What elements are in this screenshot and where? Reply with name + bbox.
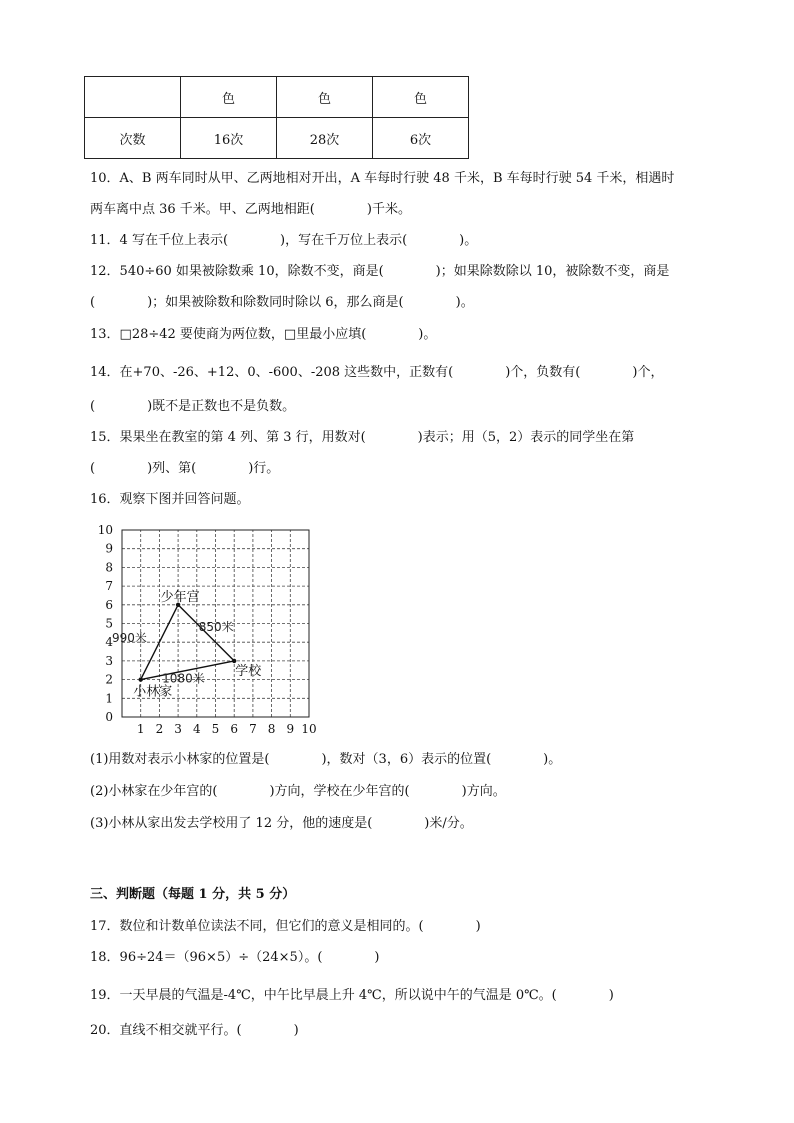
- table-cell: [85, 77, 181, 118]
- question-19: 19．一天早晨的气温是-4℃，中午比早晨上升 4℃，所以说中午的气温是 0℃。( ): [90, 988, 614, 1003]
- table-cell: 次数: [85, 118, 181, 159]
- location-name-label: 小林家: [133, 684, 173, 700]
- x-tick-label: 7: [249, 722, 257, 736]
- table-row: [85, 118, 469, 159]
- y-tick-label: 9: [105, 541, 113, 556]
- question-18: 18．96÷24＝（96×5）÷（24×5）。( ): [90, 950, 380, 965]
- table-header-row: [85, 77, 469, 118]
- question-14-line-1: 14．在+70、-26、+12、0、-600、-208 这些数中，正数有( )个，负数有( )个，: [90, 365, 664, 380]
- edge-distance-label: 850米: [198, 619, 234, 634]
- x-tick-label: 5: [211, 722, 220, 736]
- y-tick-label: 0: [105, 710, 113, 724]
- location-point: [139, 677, 143, 681]
- coordinate-grid-chart: [96, 518, 326, 738]
- y-tick-label: 1: [105, 691, 113, 706]
- table-cell: 色: [181, 77, 277, 118]
- location-point: [232, 659, 236, 663]
- x-tick-label: 9: [286, 722, 295, 736]
- question-17: 17．数位和计数单位读法不同，但它们的意义是相同的。( ): [90, 919, 481, 934]
- table-cell: 28次: [277, 118, 373, 159]
- x-tick-label: 4: [192, 722, 201, 736]
- x-tick-label: 6: [230, 722, 239, 736]
- y-tick-label: 7: [105, 579, 113, 594]
- question-16-sub-2: (2)小林家在少年宫的( )方向，学校在少年宫的( )方向。: [90, 784, 506, 799]
- x-tick-label: 2: [155, 722, 164, 736]
- question-12-line-2: ( )；如果被除数和除数同时除以 6，那么商是( )。: [90, 295, 474, 310]
- table-cell: 6次: [373, 118, 469, 159]
- color-count-table: [84, 76, 469, 159]
- y-tick-label: 3: [105, 653, 113, 668]
- question-20: 20．直线不相交就平行。( ): [90, 1023, 299, 1038]
- table-cell: 色: [277, 77, 373, 118]
- table-cell: 16次: [181, 118, 277, 159]
- question-12-line-1: 12．540÷60 如果被除数乘 10，除数不变，商是( )；如果除数除以 10，被除数不变，商是: [90, 264, 670, 279]
- question-16-sub-3: (3)小林从家出发去学校用了 12 分，他的速度是( )米/分。: [90, 816, 473, 831]
- question-16-sub-1: (1)用数对表示小林家的位置是( )，数对（3，6）表示的位置( )。: [90, 752, 562, 767]
- question-13: 13．□28÷42 要使商为两位数，□里最小应填( )。: [90, 327, 437, 342]
- question-14-line-2: ( )既不是正数也不是负数。: [90, 399, 296, 414]
- location-name-label: 学校: [235, 663, 262, 679]
- x-tick-label: 1: [136, 722, 145, 736]
- coordinate-grid-svg: [96, 518, 326, 738]
- x-tick-label: 10: [301, 722, 317, 736]
- question-10-line-2: 两车离中点 36 千米。甲、乙两地相距( )千米。: [90, 202, 411, 217]
- edge-distance-label: 1080米: [162, 671, 205, 686]
- y-tick-label: 2: [105, 672, 113, 687]
- question-15-line-2: ( )列、第( )行。: [90, 461, 280, 476]
- y-tick-label: 8: [105, 560, 113, 575]
- section-3-title: 三、判断题（每题 1 分，共 5 分）: [90, 887, 296, 902]
- table-cell: 色: [373, 77, 469, 118]
- y-tick-label: 6: [105, 597, 113, 612]
- question-15-line-1: 15．果果坐在教室的第 4 列、第 3 行，用数对( )表示；用（5，2）表示的同学坐在第: [90, 430, 635, 445]
- question-11: 11．4 写在千位上表示( )，写在千万位上表示( )。: [90, 233, 478, 248]
- x-tick-label: 3: [174, 722, 182, 736]
- question-10-line-1: 10．A、B 两车同时从甲、乙两地相对开出，A 车每时行驶 48 千米，B 车每时行驶 54 千米，相遇时: [90, 171, 675, 186]
- location-name-label: 少年宫: [160, 589, 200, 605]
- edge-distance-label: 990米: [111, 631, 147, 646]
- y-tick-label: 4: [105, 635, 113, 650]
- y-tick-label: 5: [105, 616, 113, 631]
- y-tick-label: 10: [97, 523, 113, 537]
- question-16-stem: 16．观察下图并回答问题。: [90, 492, 250, 507]
- x-tick-label: 8: [267, 722, 276, 736]
